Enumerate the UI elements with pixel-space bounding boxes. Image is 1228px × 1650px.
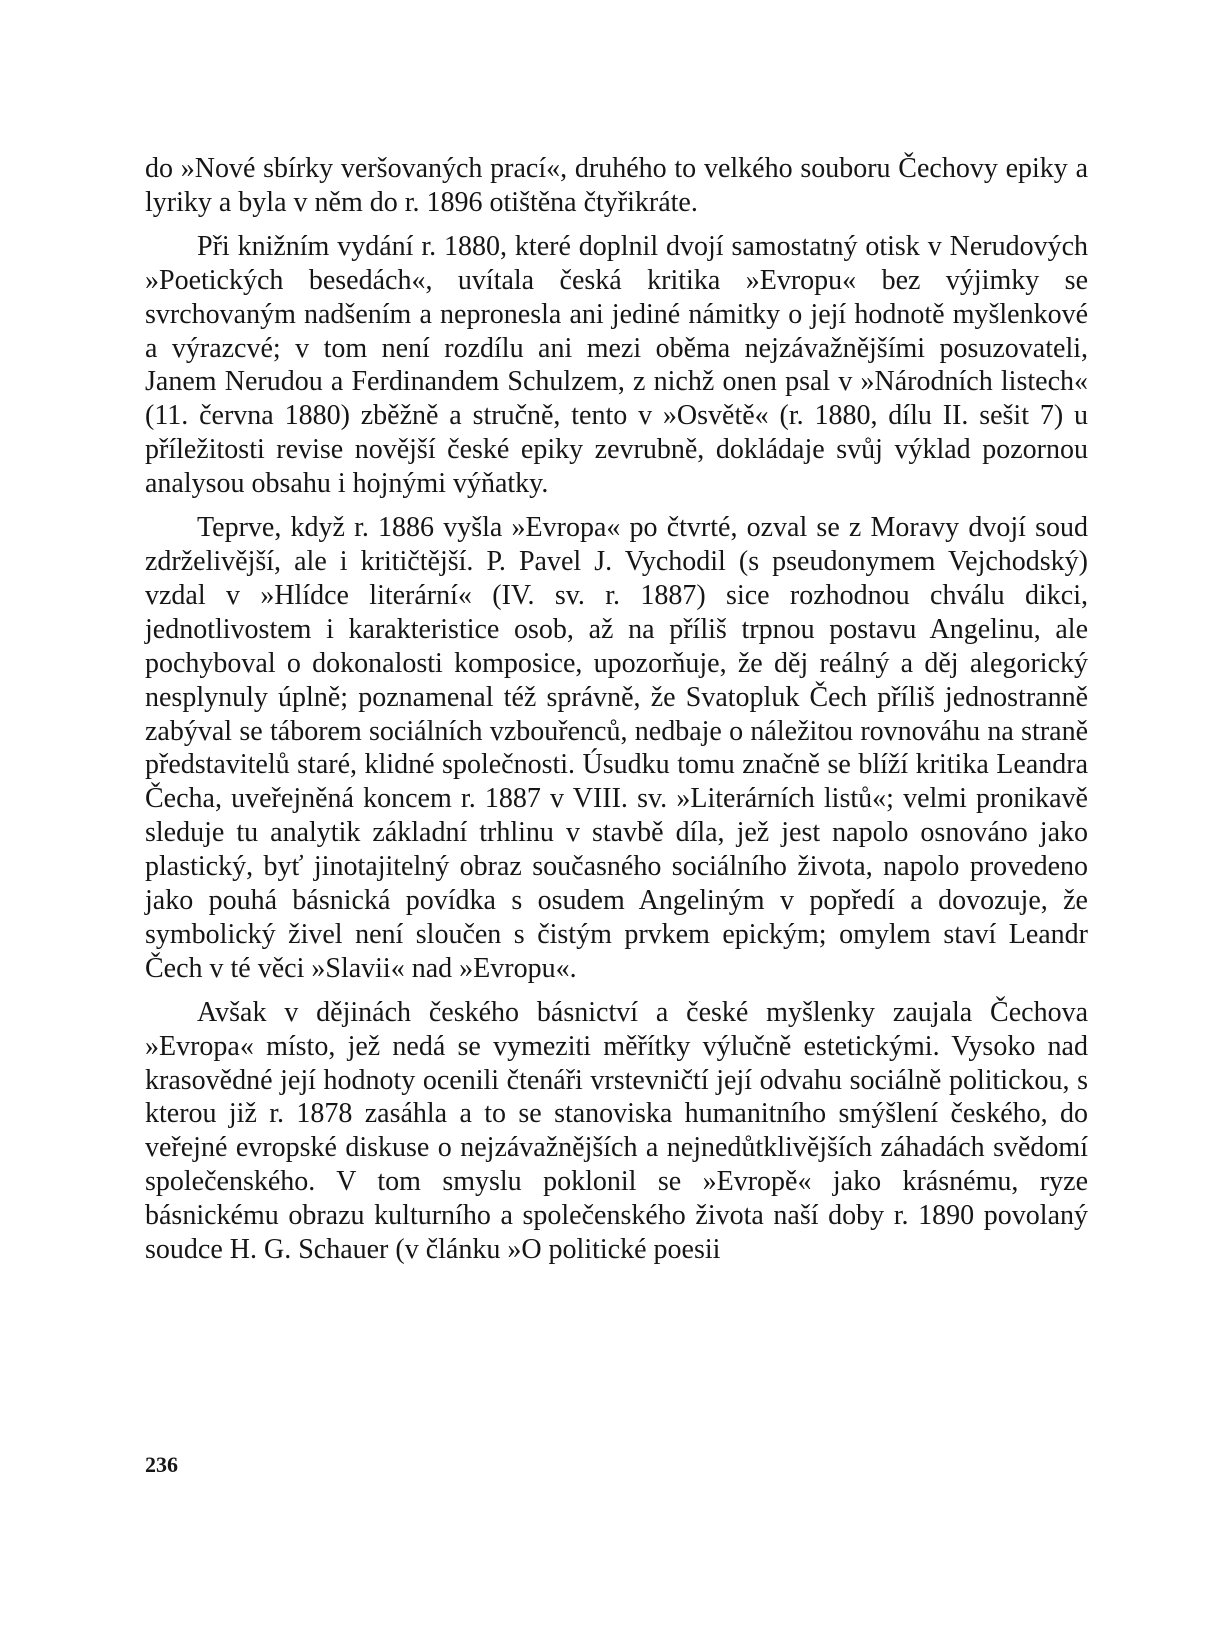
paragraph: do »Nové sbírky veršovaných prací«, druhého to velkého souboru Čechovy epiky a lyriky a byla v něm do r. 1896 otištěna čtyřikráte. [145,153,1088,218]
page-number: 236 [145,1452,178,1477]
paragraph: Při knižním vydání r. 1880, které doplnil dvojí samostatný otisk v Nerudových »Poetických besedách«, uvítala česká kritika »Evropu« bez výjimky se svrchovaným nadšením a nepronesla ani jediné námitky o její hodnotě myšlenkové a výrazcvé; v tom není rozdílu ani mezi oběma nejzávažnějšími posuzovateli, Janem Nerudou a Ferdinandem Schulzem, z nichž onen psal v »Národních listech« (11. června 1880) zběžně a stručně, tento v »Osvětě« (r. 1880, dílu II. sešit 7) u příležitosti revise novější české epiky zevrubně, dokládaje svůj výklad pozornou analysou obsahu i hojnými výňatky. [145,230,1088,500]
paragraph: Teprve, když r. 1886 vyšla »Evropa« po čtvrté, ozval se z Moravy dvojí soud zdrželivější, ale i kritičtější. P. Pavel J. Vychodil (s pseudonymem Vejchodský) vzdal v »Hlídce literární« (IV. sv. r. 1887) sice rozhodnou chválu dikci, jednotlivostem i karakteristice osob, až na příliš trpnou postavu Angelinu, ale pochyboval o dokonalosti komposice, upozorňuje, že děj reálný a děj alegorický nesplynuly úplně; poznamenal též správně, že Svatopluk Čech příliš jednostranně zabýval se táborem sociálních vzbouřenců, nedbaje o náležitou rovnováhu na straně představitelů staré, klidné společnosti. Úsudku tomu značně se blíží kritika Leandra Čecha, uveřejněná koncem r. 1887 v VIII. sv. »Literárních listů«; velmi pronikavě sleduje tu analytik základní trhlinu v stavbě díla, jež jest napolo osnováno jako plastický, byť jinotajitelný obraz současného sociálního života, napolo provedeno jako pouhá básnická povídka s osudem Angeliným v popředí a dovozuje, že symbolický živel není sloučen s čistým prvkem epickým; omylem staví Leandr Čech v té věci »Slavii« nad »Evropu«. [145,512,1088,984]
body-text [145,152,1088,1277]
paragraph: Avšak v dějinách českého básnictví a české myšlenky zaujala Čechova »Evropa« místo, jež nedá se vymeziti měřítky výlučně estetickými. Vysoko nad krasovědné její hodnoty ocenili čtenáři vrstevničtí její odvahu sociálně politickou, s kterou již r. 1878 zasáhla a to se stanoviska humanitního smýšlení českého, do veřejné evropské diskuse o nejzávažnějších a nejnedůtklivějších záhadách svědomí společenského. V tom smyslu poklonil se »Evropě« jako krásnému, ryze básnickému obrazu kulturního a společenského života naší doby r. 1890 povolaný soudce H. G. Schauer (v článku »O politické poesii [145,996,1088,1266]
